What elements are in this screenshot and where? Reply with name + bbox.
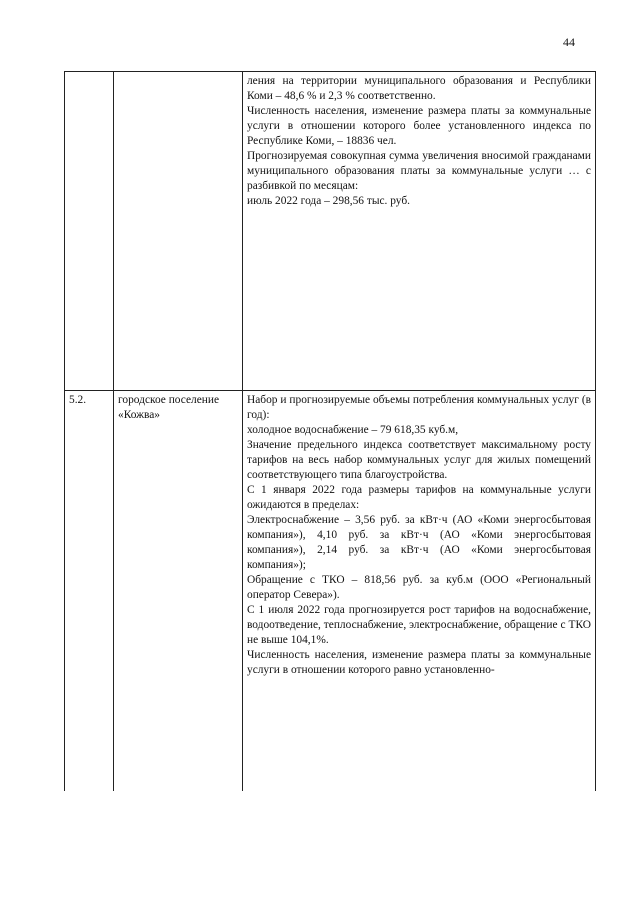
text-line: Прогнозируемая совокупная сумма увеличения вносимой гражданами муниципального образования платы за коммунальные услуги … с разбивкой по месяцам: (247, 150, 591, 192)
text-line: Численность населения, изменение размера платы за коммунальные услуги в отношении которого более установленного индекса по Республике Коми, – 18836 чел. (247, 105, 591, 147)
text-line: С 1 июля 2022 года прогнозируется рост тарифов на водоснабжение, водоотведение, теплоснабжение, электроснабжение, обращение с ТКО не выше 104,1%. (247, 604, 591, 646)
row-number: 5.2. (65, 391, 114, 792)
row-description (243, 391, 596, 792)
table-row (65, 72, 596, 391)
text-line: июль 2022 года – 298,56 тыс. руб. (247, 195, 410, 207)
table-row (65, 391, 596, 792)
row-number (65, 72, 114, 391)
page-number: 44 (563, 35, 575, 49)
text-line: ления на территории муниципального образования и Республики Коми – 48,6 % и 2,3 % соответственно. (247, 75, 591, 102)
text-line: Электроснабжение – 3,56 руб. за кВт·ч (АО «Коми энергосбытовая компания»), 4,10 руб. за кВт·ч (АО «Коми энергосбытовая компания»), 2,14 руб. за кВт·ч (АО «Коми энергосбытовая компания»); (247, 514, 591, 571)
text-line: холодное водоснабжение – 79 618,35 куб.м, (247, 424, 459, 436)
text-line: Значение предельного индекса соответствует максимальному росту тарифов на весь набор коммунальных услуг для жилых помещений соответствующего типа благоустройства. (247, 439, 591, 481)
text-line: С 1 января 2022 года размеры тарифов на коммунальные услуги ожидаются в пределах: (247, 484, 591, 511)
text-line: Обращение с ТКО – 818,56 руб. за куб.м (ООО «Региональный оператор Севера»). (247, 574, 591, 601)
municipality-name: городское поселение «Кожва» (114, 391, 243, 792)
municipality-name (114, 72, 243, 391)
row-description (243, 72, 596, 391)
text-line: Набор и прогнозируемые объемы потребления коммунальных услуг (в год): (247, 394, 591, 421)
text-line: Численность населения, изменение размера платы за коммунальные услуги в отношении которого равно установленно- (247, 649, 591, 676)
forecast-table (64, 71, 596, 791)
